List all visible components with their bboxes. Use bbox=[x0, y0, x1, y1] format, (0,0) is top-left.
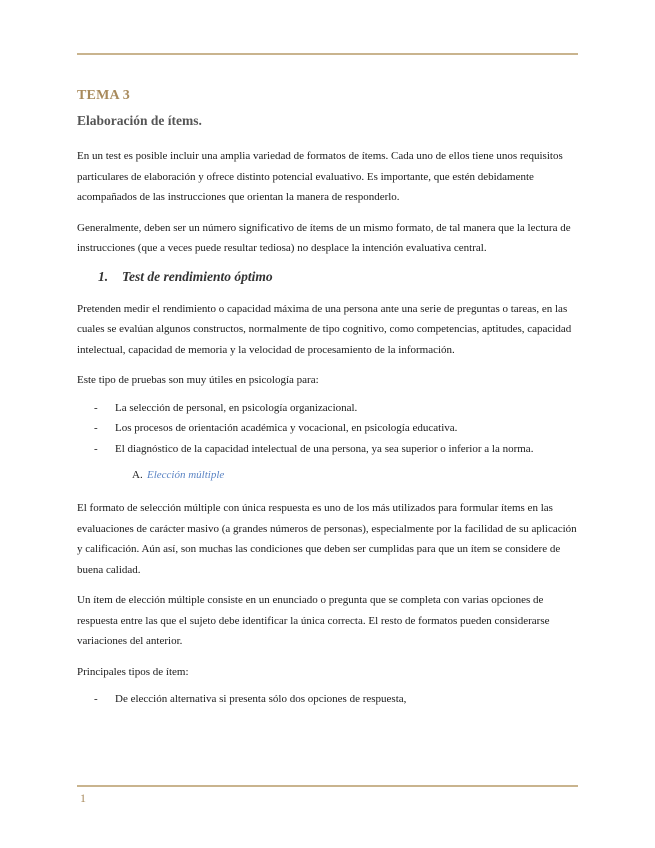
subsection-title: Elección múltiple bbox=[147, 469, 225, 481]
subsection-paragraph-2: Un ítem de elección múltiple consiste en un enunciado o pregunta que se completa con varias opciones de respuesta entre las que el sujeto debe identificar la única correcta. El resto de formatos pueden considerarse variaciones del anterior. bbox=[77, 594, 550, 647]
page-number: 1 bbox=[80, 791, 86, 805]
section-number: 1. bbox=[98, 268, 109, 284]
section-heading-1 bbox=[98, 269, 580, 285]
list-item: - El diagnóstico de la capacidad intelectual de una persona, ya sea superior o inferior a la norma. bbox=[94, 442, 534, 455]
header-rule bbox=[77, 53, 578, 55]
intro-paragraph-1: En un test es posible incluir una amplia variedad de formatos de ítems. Cada uno de ellos tiene unos requisitos particulares de elaboración y ofrece distinto potencial evaluativo. Es importante, que estén debidamente acompañados de las instrucciones que orientan la manera de responderlo. bbox=[77, 150, 563, 203]
section1-paragraph-1: Pretenden medir el rendimiento o capacidad máxima de una persona ante una serie de preguntas o tareas, en las cuales se evalúan algunos constructos, normalmente de tipo cognitivo, como competencias, aptitudes, capacidad intelectual, capacidad de memoria y la velocidad de procesamiento de la información. bbox=[77, 302, 572, 356]
footer-rule bbox=[77, 785, 578, 787]
subsection-paragraph-1: El formato de selección múltiple con única respuesta es uno de los más utilizados para formular ítems en las evaluaciones de carácter masivo (a grandes números de personas), especialmente por la facilidad de su aplicación y calificación. Aún así, son muchas las condiciones que deben ser cumplidas para que un ítem se considere de buena calidad. bbox=[77, 502, 577, 576]
chapter-label: TEMA 3 bbox=[77, 88, 130, 103]
list-item: - De elección alternativa si presenta sólo dos opciones de respuesta, bbox=[94, 693, 407, 705]
document-body bbox=[77, 88, 580, 717]
section-title: Test de rendimiento óptimo bbox=[122, 268, 273, 284]
subsection-paragraph-3: Principales tipos de ítem: bbox=[77, 665, 189, 678]
item-types-list bbox=[77, 689, 580, 710]
list-item: - La selección de personal, en psicología organizacional. bbox=[94, 401, 358, 414]
chapter-subtitle: Elaboración de ítems. bbox=[77, 113, 202, 128]
list-item: - Los procesos de orientación académica y vocacional, en psicología educativa. bbox=[94, 422, 458, 434]
subsection-letter: A. bbox=[132, 469, 143, 481]
uses-list bbox=[77, 398, 580, 460]
intro-paragraph-2: Generalmente, deben ser un número significativo de ítems de un mismo formato, de tal manera que la lectura de instrucciones (que a veces puede resultar tediosa) no desplace la intención evaluativa central. bbox=[77, 221, 571, 254]
subsection-heading-a bbox=[132, 466, 580, 484]
section1-paragraph-2: Este tipo de pruebas son muy útiles en psicología para: bbox=[77, 374, 319, 386]
